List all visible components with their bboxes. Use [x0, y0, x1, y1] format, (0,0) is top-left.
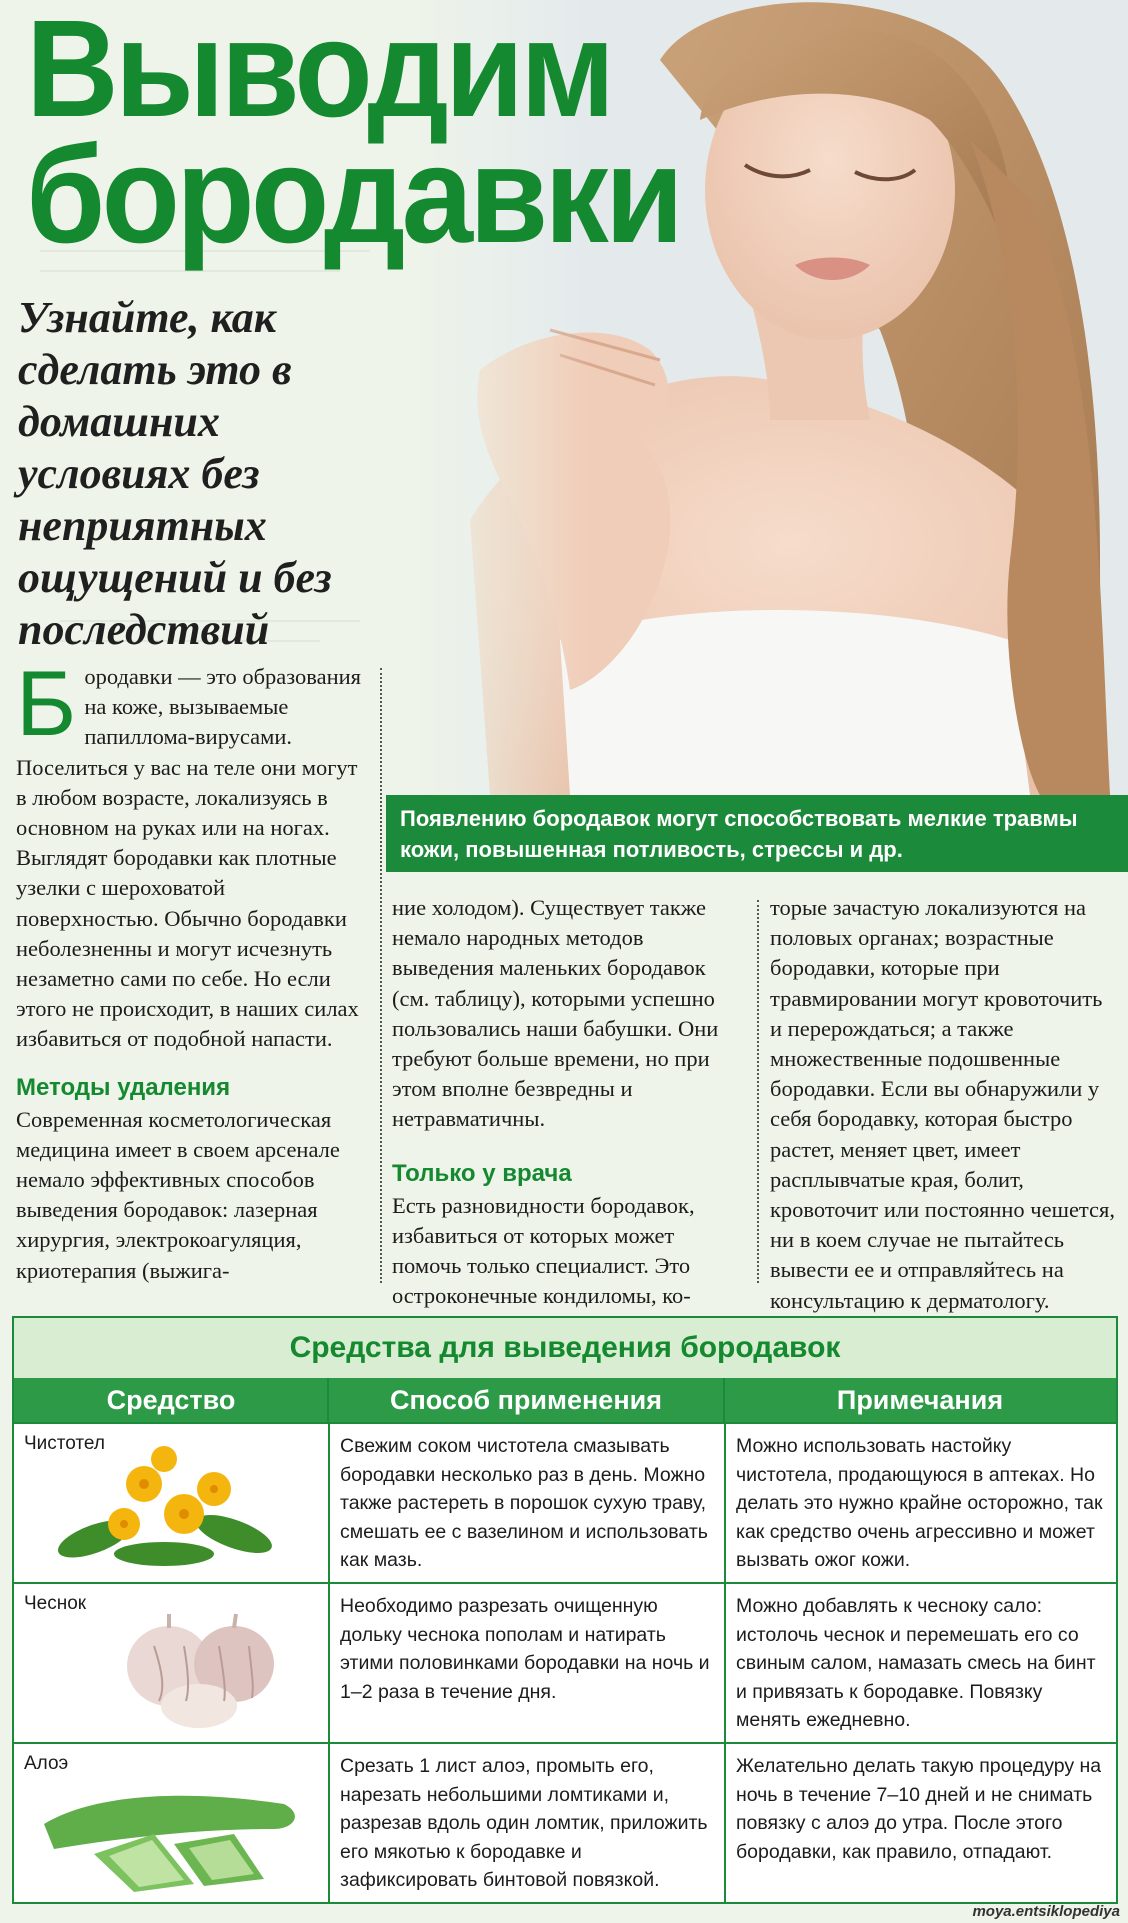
table-title: Средства для выведения бородавок: [14, 1318, 1116, 1378]
remedy-cell: [14, 1584, 328, 1742]
celandine-icon: [54, 1444, 284, 1574]
note-cell: Желательно делать такую процедуру на ночь в течение 7–10 дней и не снимать повязку с алоэ до утра. После этого бородавки, как правило, отпадают.: [724, 1744, 1116, 1904]
doctor-text: Есть разновидности бородавок, избавиться от которых может помочь только специалист. Это остроконечные кондиломы, ко-: [392, 1192, 695, 1309]
header-notes: Примечания: [836, 1385, 1004, 1415]
remedy-cell: [14, 1744, 328, 1904]
article-column-1: [16, 653, 364, 1286]
section-heading-doctor: Только у врача: [392, 1159, 572, 1187]
note-cell: Можно использовать настойку чистотела, продающуюся в аптеках. Но делать это нужно крайне осторожно, так как средство очень агрессивно и может вызвать ожог кожи.: [724, 1424, 1116, 1582]
method-cell: Необходимо разрезать очищенную дольку чеснока пополам и натирать этими половинками бородавки на ночь и 1–2 раза в течение дня.: [328, 1584, 724, 1742]
article-column-2: [392, 893, 740, 1311]
column-divider: [380, 668, 382, 1283]
section-heading-methods: Методы удаления: [16, 1073, 231, 1101]
aloe-icon: [34, 1774, 314, 1894]
remedies-table: [12, 1316, 1118, 1904]
remedy-name: Чеснок: [24, 1593, 87, 1614]
remedy-cell: [14, 1424, 328, 1582]
table-row: [14, 1582, 1116, 1742]
title-line-2: бородавки: [26, 118, 681, 272]
header-divider: [327, 1378, 329, 1422]
lead-paragraph: Узнайте, как сделать это в домашних условиях без неприятных ощущений и без последствий: [18, 293, 332, 654]
method-cell: Срезать 1 лист алоэ, промыть его, нарезать небольшими ломтиками и, разрезав вдоль один ломтик, приложить его мякотью к бородавке и зафиксировать бинтовой повязкой.: [328, 1744, 724, 1904]
table-row: [14, 1742, 1116, 1904]
drop-cap: Б: [16, 653, 77, 755]
header-remedy: Средство: [106, 1385, 236, 1415]
col2-text: ние холодом). Существует также немало народных методов выведения маленьких бородавок (см. таблицу), которыми успешно пользовались наши бабушки. Они требуют больше времени, но при этом вполне безвредны и нетравматичны.: [392, 895, 719, 1132]
methods-text: Современная косметологическая медицина имеет в своем арсенале немало эффективных способов выведения бородавок: лазерная хирургия, электрокоагуляция, криотерапия (выжига-: [16, 1106, 340, 1283]
header-method: Способ применения: [389, 1385, 662, 1415]
col3-text: торые зачастую локализуются на половых органах; возрастные бородавки, которые при травмировании могут кровоточить и перерождаться; а также множественные подошвенные бородавки. Если вы обнаружили у себя бородавку, которая быстро растет, меняет цвет, имеет расплывчатые края, болит, кровоточит или постоянно чешется, ни в коем случае не пытайтесь вывести ее и отправляйтесь на консультацию к дерматологу.: [770, 895, 1115, 1313]
photo-caption: Появлению бородавок могут способствовать мелкие травмы кожи, повышенная потливость, стрессы и др.: [386, 795, 1128, 872]
remedy-name: Чистотел: [24, 1433, 105, 1454]
title-line-1: Выводим: [26, 0, 612, 146]
intro-text: ородавки — это образования на коже, вызываемые папиллома-вирусами. Поселиться у вас на теле они могут в любом возрасте, локализуясь в основном на руках или на ногах. Выглядят бородавки как плотные узелки с шероховатой поверхностью. Обычно бородавки неболезненны и могут исчезнуть незаметно сами по себе. Но если этого не происходит, в наших силах избавиться от подобной напасти.: [16, 664, 362, 1052]
intro-paragraph: [16, 653, 364, 1055]
source-watermark: moya.entsiklopediya: [972, 1903, 1120, 1920]
article-column-3: [770, 893, 1120, 1316]
column-divider: [757, 900, 759, 1283]
note-cell: Можно добавлять к чесноку сало: истолочь чеснок и перемешать его со свиным салом, намазать смесь на бинт и привязать к бородавке. Повязку менять ежедневно.: [724, 1584, 1116, 1742]
page-title: [26, 0, 696, 272]
table-header: [14, 1378, 1116, 1422]
table-row: [14, 1422, 1116, 1582]
remedy-name: Алоэ: [24, 1753, 69, 1774]
garlic-icon: [114, 1606, 294, 1731]
method-cell: Свежим соком чистотела смазывать бородавки несколько раз в день. Можно также растереть в порошок сухую траву, смешать ее с вазелином и использовать как мазь.: [328, 1424, 724, 1582]
header-divider: [723, 1378, 725, 1422]
